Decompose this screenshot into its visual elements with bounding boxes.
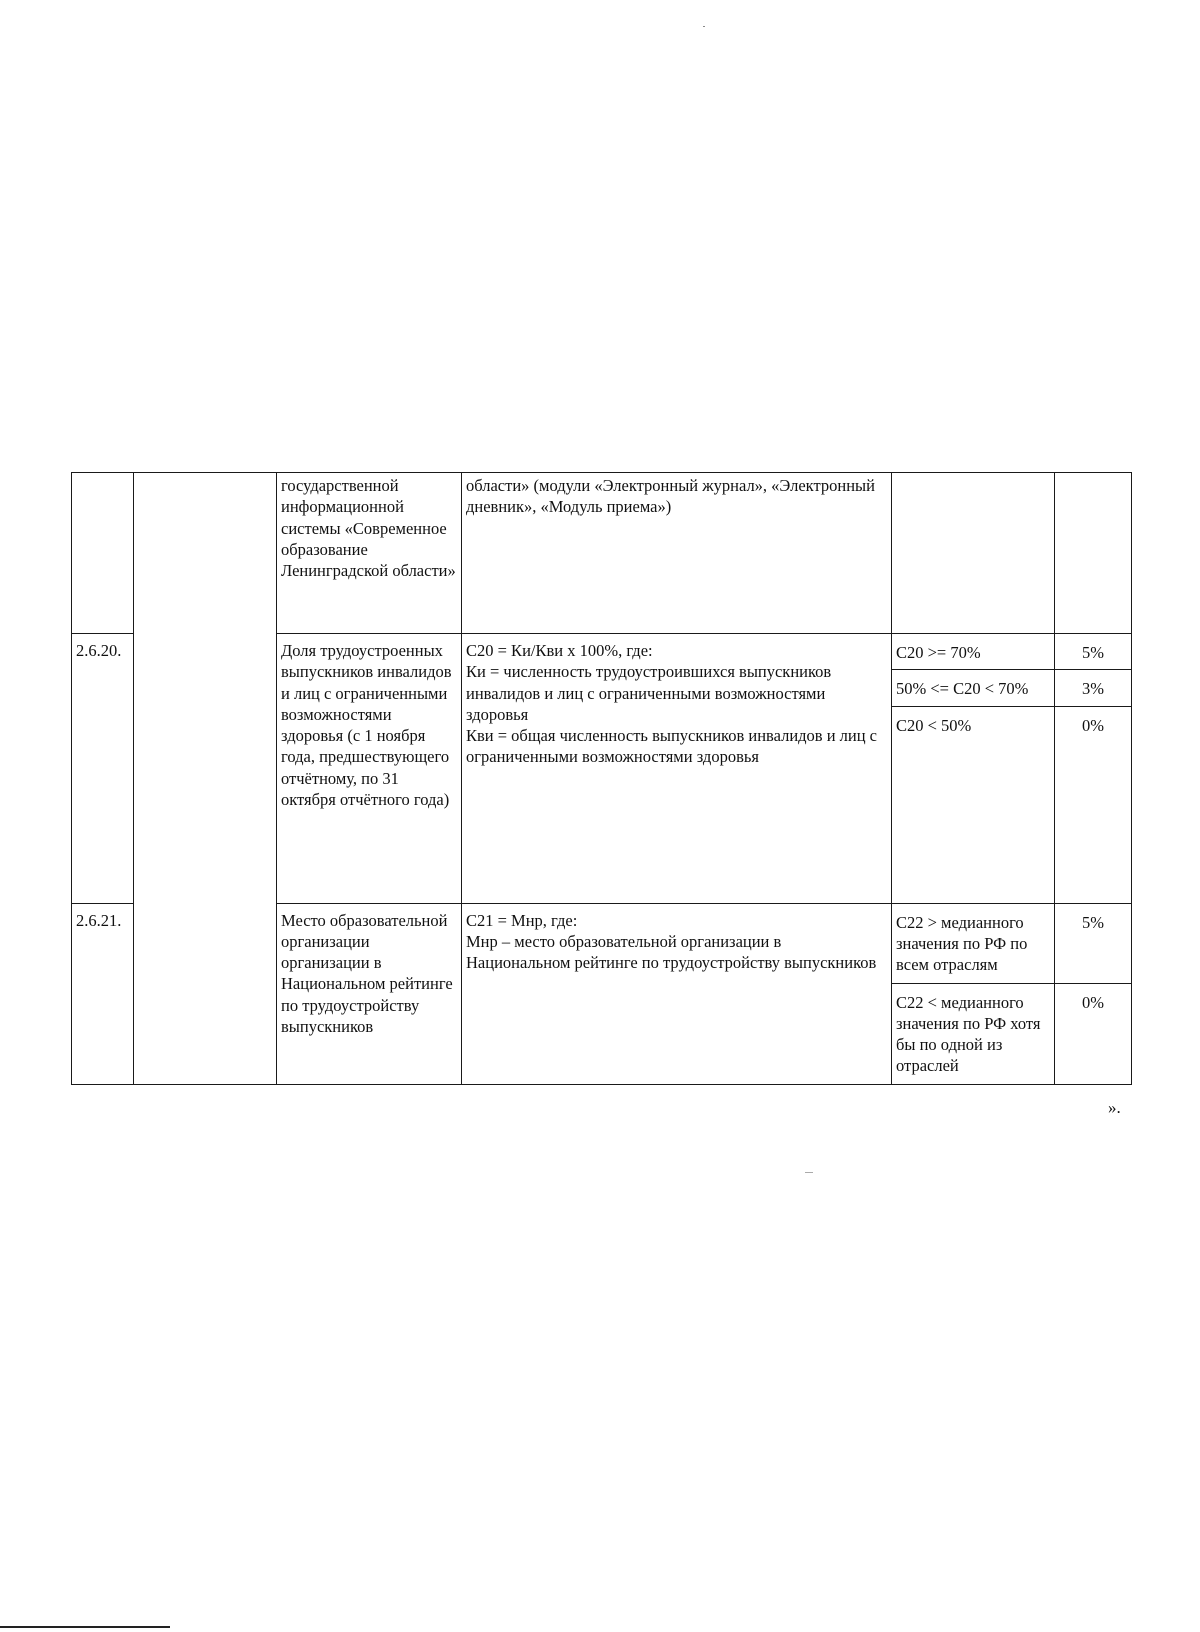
criterion-value: 5% — [1055, 903, 1132, 983]
criterion-value: 5% — [1055, 634, 1132, 670]
criterion-cell — [892, 473, 1055, 634]
criterion-value: 0% — [1055, 706, 1132, 903]
criterion-condition: С22 < медианного значения по РФ хотя бы по одной из отраслей — [892, 983, 1055, 1084]
section-cell — [134, 473, 277, 1085]
number-cell — [72, 473, 134, 634]
formula-line: С21 = Мнр, где: — [466, 910, 578, 930]
percent-cell — [1055, 473, 1132, 634]
indicator-name-cell — [277, 634, 462, 904]
criterion-condition: С22 > медианного значения по РФ по всем отраслям — [892, 903, 1055, 983]
indicator-name: Доля трудоустроенных выпускников инвалидов и лиц с ограниченными возможностями здоровья (с 1 ноября года, предшествующего отчётному, по 31 октября отчётного года) — [281, 641, 452, 810]
formula-line: Мнр – место образовательной организации в Национальном рейтинге по трудоустройству выпускников — [466, 931, 877, 973]
criteria-table — [71, 472, 1132, 1085]
row-number: 2.6.21. — [72, 903, 134, 1084]
criterion-value: 0% — [1055, 983, 1132, 1084]
criterion-condition: 50% <= С20 < 70% — [892, 670, 1055, 706]
row-number: 2.6.20. — [72, 634, 134, 904]
indicator-name-cell — [277, 903, 462, 1084]
table-row — [72, 473, 1132, 634]
formula-text: области» (модули «Электронный журнал», «Электронный дневник», «Модуль приема») — [466, 476, 875, 517]
scan-edge-line — [0, 1626, 170, 1628]
criterion-condition: С20 < 50% — [892, 706, 1055, 903]
indicator-name: государственной информационной системы «Современное образование Ленинградской области» — [281, 476, 456, 581]
indicator-name: Место образовательной организации организации в Национальном рейтинге по трудоустройству выпускников — [281, 910, 453, 1037]
formula-line: Ки = численность трудоустроившихся выпускников инвалидов и лиц с ограниченными возможностями здоровья — [466, 662, 832, 724]
closing-quote-mark: ». — [1108, 1098, 1121, 1117]
formula-line: Кви = общая численность выпускников инвалидов и лиц с ограниченными возможностями здоровья — [466, 726, 878, 767]
formula-cell — [462, 634, 892, 904]
formula-line: С20 = Ки/Кви х 100%, где: — [466, 641, 653, 660]
indicator-name-cell — [277, 473, 462, 634]
criterion-value: 3% — [1055, 670, 1132, 706]
formula-cell — [462, 473, 892, 634]
scan-speck — [703, 26, 705, 27]
scan-speck — [805, 1172, 813, 1173]
formula-cell — [462, 903, 892, 1084]
criterion-condition: С20 >= 70% — [892, 634, 1055, 670]
